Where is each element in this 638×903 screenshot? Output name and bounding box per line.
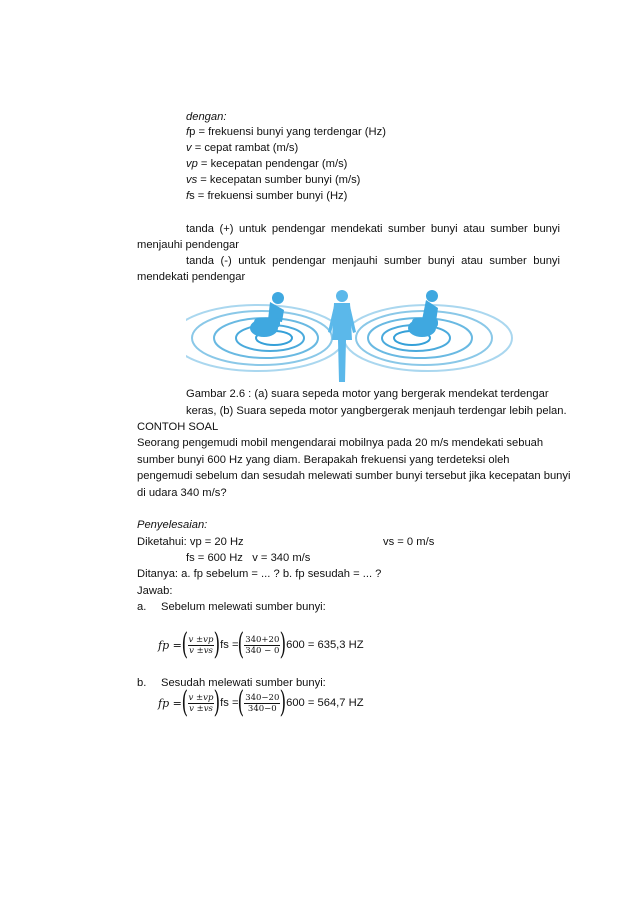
- minus-sign-rule-line2: mendekati pendengar: [137, 271, 246, 283]
- part-b-letter: b.: [137, 677, 147, 689]
- plus-sign-rule-line1: tanda (+) untuk pendengar mendekati sumber bunyi atau sumber bunyi: [186, 223, 560, 235]
- definition-fp: fp = frekuensi bunyi yang terdengar (Hz): [186, 126, 386, 138]
- motorcycle-rider-right: [408, 290, 438, 337]
- sound-waves-left: [186, 305, 344, 371]
- answer-label: Jawab:: [137, 585, 173, 597]
- known-vp: Diketahui: vp = 20 Hz: [137, 536, 244, 548]
- problem-line3: pengemudi sebelum dan sesudah melewati sumber bunyi tersebut jika kecepatan bunyi: [137, 470, 571, 482]
- example-heading: CONTOH SOAL: [137, 421, 219, 433]
- definition-vs: vs = kecepatan sumber bunyi (m/s): [186, 174, 361, 186]
- problem-line1: Seorang pengemudi mobil mengendarai mobilnya pada 20 m/s mendekati sebuah: [137, 437, 544, 449]
- plus-sign-rule-line2: menjauhi pendengar: [137, 239, 240, 251]
- part-a-letter: a.: [137, 601, 147, 613]
- definition-fs: fs = frekuensi sumber bunyi (Hz): [186, 190, 348, 202]
- definition-vp: vp = kecepatan pendengar (m/s): [186, 158, 348, 170]
- doppler-motorcycle-figure: [186, 288, 560, 384]
- asked-line: Ditanya: a. fp sebelum = ... ? b. fp sesudah = ... ?: [137, 568, 382, 580]
- part-a-text: Sebelum melewati sumber bunyi:: [161, 601, 326, 613]
- problem-line2: sumber bunyi 600 Hz yang diam. Berapakah frekuensi yang terdeteksi oleh: [137, 454, 510, 466]
- part-b-text: Sesudah melewati sumber bunyi:: [161, 677, 326, 689]
- definitions-heading: dengan:: [186, 111, 227, 123]
- solution-heading: Penyelesaian:: [137, 519, 208, 531]
- formula-after: fp = ( $\frac{v \pm vp}{v \pm vs}$ ) fs = ( $\frac{340-20}{340-0}$ ) 600 = 564,7 HZ: [158, 685, 364, 720]
- minus-sign-rule-line1: tanda (-) untuk pendengar menjauhi sumber bunyi atau sumber bunyi: [186, 255, 560, 267]
- figure-caption-line1: Gambar 2.6 : (a) suara sepeda motor yang bergerak mendekat terdengar: [186, 388, 549, 400]
- known-fs-v: fs = 600 Hz v = 340 m/s: [186, 552, 311, 564]
- figure-caption-line2: keras, (b) Suara sepeda motor yangbergerak menjauh terdengar lebih pelan.: [186, 405, 567, 417]
- problem-line4: di udara 340 m/s?: [137, 487, 227, 499]
- definition-v: v = cepat rambat (m/s): [186, 142, 299, 154]
- formula-before: fp = ( $\frac{v \pm vp}{v \pm vs}$ ) fs = ( $\frac{340+20}{340 - 0}$ ) 600 = 635,3 HZ: [158, 627, 364, 662]
- known-vs: vs = 0 m/s: [383, 536, 435, 548]
